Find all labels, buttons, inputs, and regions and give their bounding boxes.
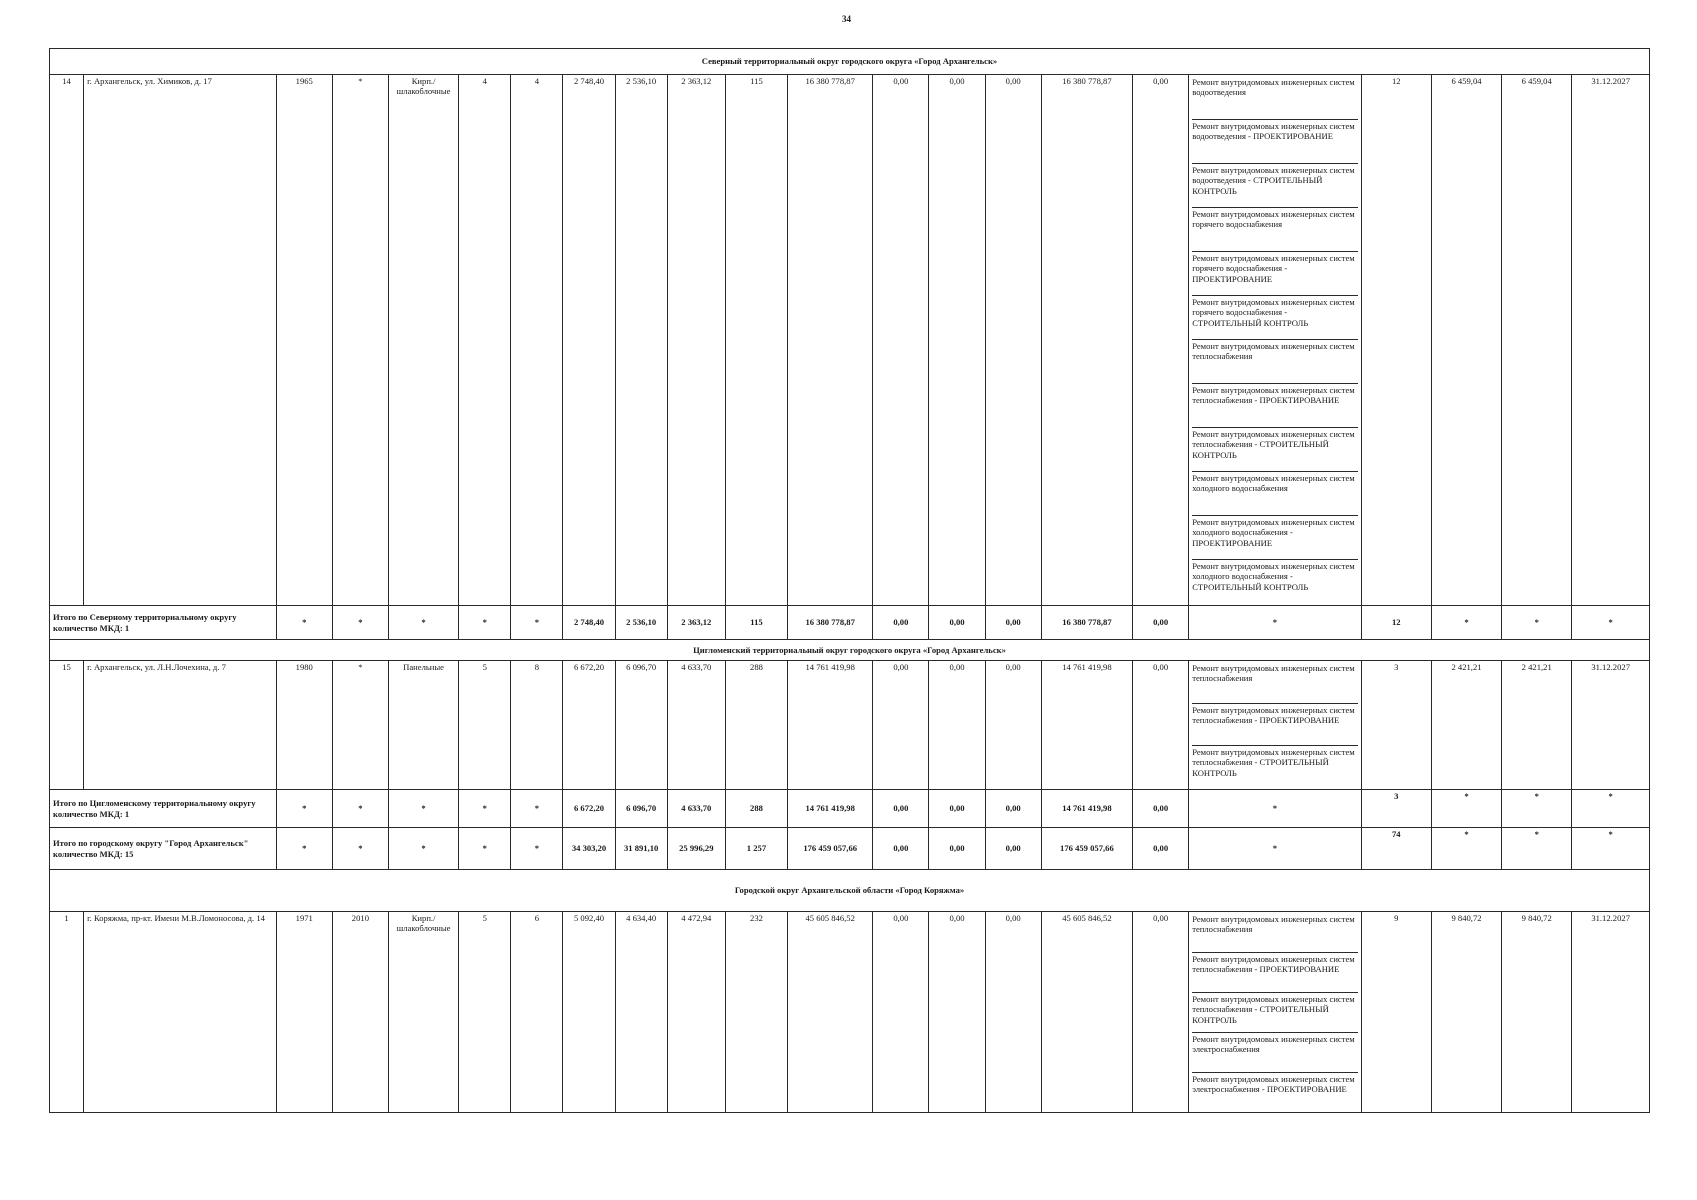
total-row [50,828,1650,870]
work-item: Ремонт внутридомовых инженерных систем теплоснабжения - ПРОЕКТИРОВАНИЕ [1192,953,1358,993]
work-item: Ремонт внутридомовых инженерных систем холодного водоснабжения - ПРОЕКТИРОВАНИЕ [1192,516,1358,560]
star-cell: * [1502,790,1572,828]
unit-cost-cell: 9 840,72 [1431,912,1501,1113]
address-cell: г. Архангельск, ул. Л.Н.Лочехина, д. 7 [84,661,277,790]
deadline-cell: 31.12.2027 [1572,912,1650,1113]
star-cell: * [511,790,563,828]
work-item: Ремонт внутридомовых инженерных систем горячего водоснабжения - ПРОЕКТИРОВАНИЕ [1192,252,1358,296]
star-cell: * [388,828,458,870]
area-living-cell: 2 536,10 [615,75,667,606]
row-number: 1 [50,912,84,1113]
page-number: 34 [842,14,851,24]
area-total-cell: 5 092,40 [563,912,615,1113]
work-item: Ремонт внутридомовых инженерных систем водоотведения [1192,76,1358,120]
work-item: Ремонт внутридомовых инженерных систем водоотведения - ПРОЕКТИРОВАНИЕ [1192,120,1358,164]
star-cell: * [276,790,332,828]
fund-4-cell: 176 459 057,66 [1041,828,1132,870]
star-cell: * [1572,790,1650,828]
work-item: Ремонт внутридомовых инженерных систем теплоснабжения - СТРОИТЕЛЬНЫЙ КОНТРОЛЬ [1192,993,1358,1033]
works-list-cell [1189,75,1362,606]
work-item: Ремонт внутридомовых инженерных систем теплоснабжения [1192,662,1358,704]
address-cell: г. Архангельск, ул. Химиков, д. 17 [84,75,277,606]
cost-cell: 16 380 778,87 [788,606,873,640]
floors-cell: 4 [459,75,511,606]
star-cell: * [1431,828,1501,870]
fund-2-cell: 0,00 [929,790,985,828]
star-cell: * [459,828,511,870]
cost-cell: 16 380 778,87 [788,75,873,606]
table-row [50,661,1650,790]
fund-4-cell: 14 761 419,98 [1041,661,1132,790]
star-cell: * [1189,606,1362,640]
works-count-cell: 74 [1361,828,1431,870]
entrances-cell: 8 [511,661,563,790]
cost-cell: 45 605 846,52 [788,912,873,1113]
address-cell: г. Коряжма, пр-кт. Имени М.В.Ломоносова, д. 14 [84,912,277,1113]
star-cell: * [1431,790,1501,828]
star-cell: * [332,790,388,828]
fund-5-cell: 0,00 [1133,75,1189,606]
deadline-cell: 31.12.2027 [1572,75,1650,606]
works-count-cell: 12 [1361,75,1431,606]
star-cell: * [276,606,332,640]
subtotal-row [50,606,1650,640]
star-cell: * [388,606,458,640]
works-count-cell: 9 [1361,912,1431,1113]
star-cell: * [1502,606,1572,640]
year-renovation-cell: * [332,75,388,606]
star-cell: * [459,606,511,640]
work-item: Ремонт внутридомовых инженерных систем холодного водоснабжения [1192,472,1358,516]
residents-cell: 288 [725,661,787,790]
unit-cost-cell: 6 459,04 [1431,75,1501,606]
area-living-cell: 2 536,10 [615,606,667,640]
area-living-cell: 4 634,40 [615,912,667,1113]
star-cell: * [1572,606,1650,640]
star-cell: * [1431,606,1501,640]
section-header-koryazhma: Городской округ Архангельской области «Город Коряжма» [50,870,1650,912]
fund-5-cell: 0,00 [1133,661,1189,790]
fund-5-cell: 0,00 [1133,606,1189,640]
area-owned-cell: 4 472,94 [667,912,725,1113]
fund-2-cell: 0,00 [929,828,985,870]
star-cell: * [1189,828,1362,870]
work-item: Ремонт внутридомовых инженерных систем электроснабжения [1192,1033,1358,1073]
fund-3-cell: 0,00 [985,75,1041,606]
table-row [50,75,1650,606]
star-cell: * [1189,790,1362,828]
cost-cell: 14 761 419,98 [788,661,873,790]
area-total-cell: 2 748,40 [563,606,615,640]
residents-cell: 232 [725,912,787,1113]
table-row [50,912,1650,1113]
area-living-cell: 31 891,10 [615,828,667,870]
subtotal-row [50,790,1650,828]
area-total-cell: 6 672,20 [563,661,615,790]
residents-cell: 115 [725,75,787,606]
area-total-cell: 6 672,20 [563,790,615,828]
star-cell: * [1502,828,1572,870]
fund-3-cell: 0,00 [985,606,1041,640]
residents-cell: 115 [725,606,787,640]
residents-cell: 288 [725,790,787,828]
works-list-cell [1189,661,1362,790]
work-item: Ремонт внутридомовых инженерных систем водоотведения - СТРОИТЕЛЬНЫЙ КОНТРОЛЬ [1192,164,1358,208]
fund-3-cell: 0,00 [985,912,1041,1113]
work-item: Ремонт внутридомовых инженерных систем теплоснабжения [1192,913,1358,953]
fund-3-cell: 0,00 [985,828,1041,870]
fund-4-cell: 16 380 778,87 [1041,75,1132,606]
star-cell: * [276,828,332,870]
fund-5-cell: 0,00 [1133,912,1189,1113]
star-cell: * [459,790,511,828]
wall-material-cell: Кирп./ шлакоблочные [388,75,458,606]
fund-1-cell: 0,00 [873,75,929,606]
star-cell: * [511,606,563,640]
fund-4-cell: 45 605 846,52 [1041,912,1132,1113]
year-built-cell: 1971 [276,912,332,1113]
cost-cell: 14 761 419,98 [788,790,873,828]
star-cell: * [511,828,563,870]
area-total-cell: 34 303,20 [563,828,615,870]
row-number: 15 [50,661,84,790]
fund-1-cell: 0,00 [873,661,929,790]
fund-1-cell: 0,00 [873,828,929,870]
unit-max-cost-cell: 9 840,72 [1502,912,1572,1113]
area-total-cell: 2 748,40 [563,75,615,606]
star-cell: * [332,606,388,640]
fund-2-cell: 0,00 [929,75,985,606]
floors-cell: 5 [459,661,511,790]
row-number: 14 [50,75,84,606]
fund-4-cell: 16 380 778,87 [1041,606,1132,640]
star-cell: * [388,790,458,828]
year-built-cell: 1965 [276,75,332,606]
work-item: Ремонт внутридомовых инженерных систем горячего водоснабжения [1192,208,1358,252]
area-owned-cell: 4 633,70 [667,661,725,790]
fund-1-cell: 0,00 [873,912,929,1113]
unit-cost-cell: 2 421,21 [1431,661,1501,790]
fund-5-cell: 0,00 [1133,790,1189,828]
work-item: Ремонт внутридомовых инженерных систем теплоснабжения [1192,340,1358,384]
year-built-cell: 1980 [276,661,332,790]
entrances-cell: 4 [511,75,563,606]
total-label: Итого по городскому округу "Город Архангельск" количество МКД: 15 [50,828,277,870]
area-living-cell: 6 096,70 [615,790,667,828]
unit-max-cost-cell: 6 459,04 [1502,75,1572,606]
fund-2-cell: 0,00 [929,606,985,640]
section-header-north: Северный территориальный округ городского округа «Город Архангельск» [50,49,1650,75]
wall-material-cell: Кирп./ шлакоблочные [388,912,458,1113]
cost-cell: 176 459 057,66 [788,828,873,870]
area-owned-cell: 2 363,12 [667,75,725,606]
work-item: Ремонт внутридомовых инженерных систем теплоснабжения - ПРОЕКТИРОВАНИЕ [1192,704,1358,746]
work-item: Ремонт внутридомовых инженерных систем электроснабжения - ПРОЕКТИРОВАНИЕ [1192,1074,1355,1095]
fund-2-cell: 0,00 [929,912,985,1113]
area-owned-cell: 4 633,70 [667,790,725,828]
star-cell: * [332,828,388,870]
works-count-cell: 3 [1361,790,1431,828]
work-item: Ремонт внутридомовых инженерных систем теплоснабжения - СТРОИТЕЛЬНЫЙ КОНТРОЛЬ [1192,428,1358,472]
residents-cell: 1 257 [725,828,787,870]
area-living-cell: 6 096,70 [615,661,667,790]
deadline-cell: 31.12.2027 [1572,661,1650,790]
entrances-cell: 6 [511,912,563,1113]
year-renovation-cell: * [332,661,388,790]
capital-repair-register-table [49,48,1650,1113]
unit-max-cost-cell: 2 421,21 [1502,661,1572,790]
work-item: Ремонт внутридомовых инженерных систем теплоснабжения - СТРОИТЕЛЬНЫЙ КОНТРОЛЬ [1192,747,1355,778]
work-item: Ремонт внутридомовых инженерных систем теплоснабжения - ПРОЕКТИРОВАНИЕ [1192,384,1358,428]
section-header-tsiglomensky: Цигломенский территориальный округ городского округа «Город Архангельск» [50,640,1650,661]
fund-1-cell: 0,00 [873,790,929,828]
subtotal-label: Итого по Северному территориальному округу количество МКД: 1 [50,606,277,640]
work-item: Ремонт внутридомовых инженерных систем горячего водоснабжения - СТРОИТЕЛЬНЫЙ КОНТРОЛЬ [1192,296,1358,340]
wall-material-cell: Панельные [388,661,458,790]
fund-3-cell: 0,00 [985,790,1041,828]
fund-2-cell: 0,00 [929,661,985,790]
area-owned-cell: 25 996,29 [667,828,725,870]
works-list-cell [1189,912,1362,1113]
subtotal-label: Итого по Цигломенскому территориальному округу количество МКД: 1 [50,790,277,828]
star-cell: * [1572,828,1650,870]
floors-cell: 5 [459,912,511,1113]
fund-1-cell: 0,00 [873,606,929,640]
work-item: Ремонт внутридомовых инженерных систем холодного водоснабжения - СТРОИТЕЛЬНЫЙ КОНТРОЛЬ [1192,561,1355,592]
fund-4-cell: 14 761 419,98 [1041,790,1132,828]
works-count-cell: 3 [1361,661,1431,790]
area-owned-cell: 2 363,12 [667,606,725,640]
fund-5-cell: 0,00 [1133,828,1189,870]
fund-3-cell: 0,00 [985,661,1041,790]
works-count-cell: 12 [1361,606,1431,640]
year-renovation-cell: 2010 [332,912,388,1113]
